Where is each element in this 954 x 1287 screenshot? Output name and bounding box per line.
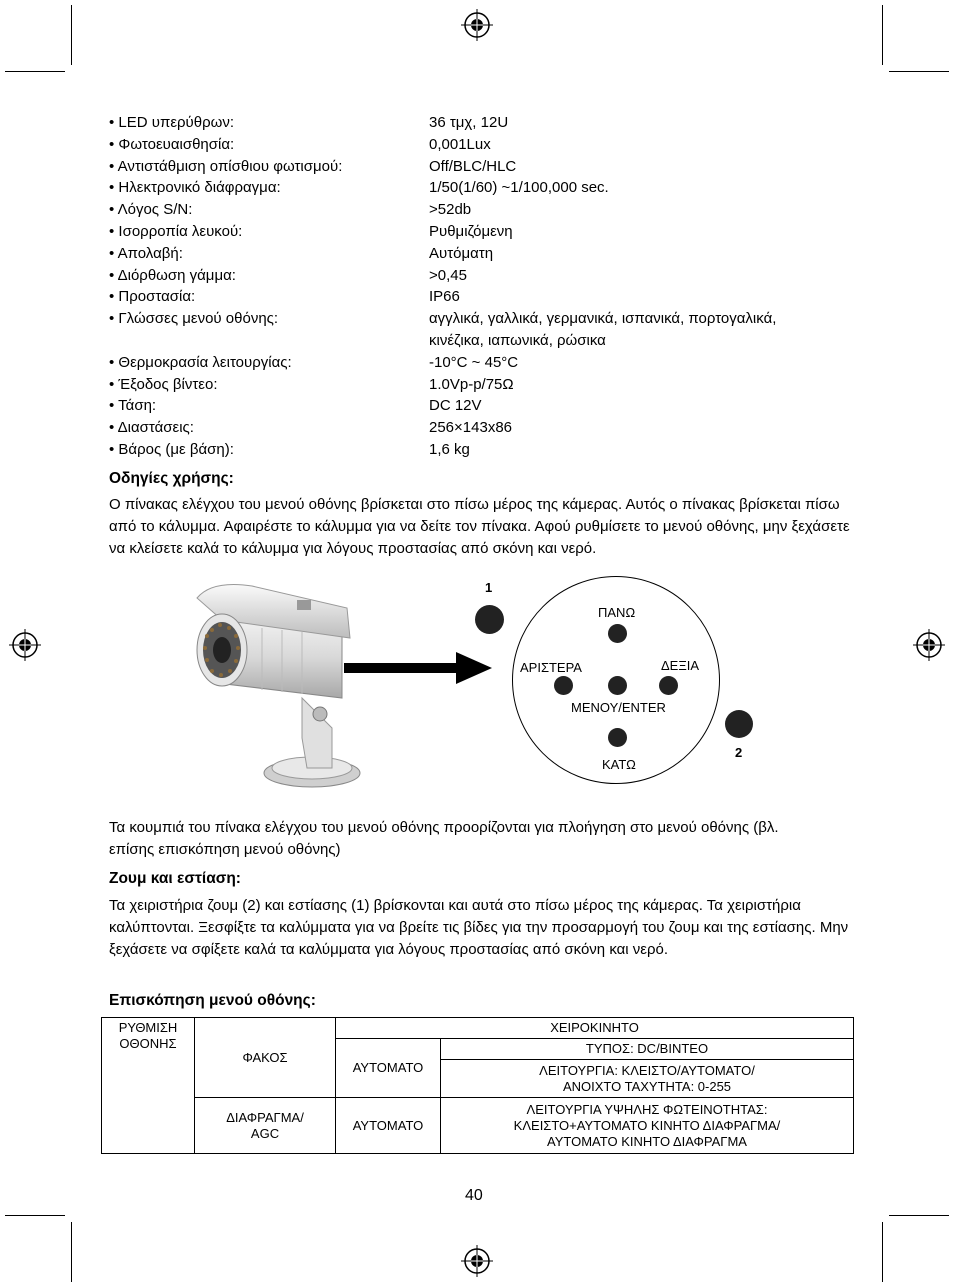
spec-value: Off/BLC/HLC — [429, 157, 517, 175]
spec-label: • Διόρθωση γάμμα: — [109, 266, 236, 284]
up-button[interactable] — [608, 624, 627, 643]
zoom-screw — [725, 710, 753, 738]
spec-value: 1,6 kg — [429, 440, 470, 458]
setting-cell: ΡΥΘΜΙΣΗ ΟΘΟΝΗΣ — [102, 1018, 195, 1154]
spec-label: • Θερμοκρασία λειτουργίας: — [109, 353, 292, 371]
menu-overview-table — [101, 1017, 854, 1154]
manual-cell: ΧΕΙΡΟΚΙΝΗΤΟ — [336, 1018, 854, 1039]
spec-row — [109, 308, 829, 352]
right-label: ΔΕΞΙΑ — [661, 658, 700, 673]
spec-value: αγγλικά, γαλλικά, γερμανικά, ισπανικά, πορτογαλικά, κινέζικα, ιαπωνικά, ρώσικα — [429, 310, 777, 349]
crop-mark — [71, 1222, 72, 1282]
spec-value: 36 τμχ, 12U — [429, 114, 509, 131]
highlight-cell: ΛΕΙΤΟΥΡΓΙΑ ΥΨΗΛΗΣ ΦΩΤΕΙΝΟΤΗΤΑΣ: ΚΛΕΙΣΤΟ+ΑΥΤΟΜΑΤΟ ΚΙΝΗΤΟ ΔΙΑΦΡΑΓΜΑ/ΑΥΤΟΜΑΤΟ ΚΙΝΗΤΟ ΔΙΑΦΡΑΓΜΑ — [441, 1098, 854, 1154]
menu-enter-button[interactable] — [608, 676, 627, 695]
lens-cell: ΦΑΚΟΣ — [195, 1018, 336, 1098]
focus-label: 1 — [485, 580, 493, 595]
page-number: 40 — [465, 1187, 483, 1204]
buttons-description: Τα κουμπιά του πίνακα ελέγχου του μενού οθόνης προορίζονται για πλοήγηση στο μενού οθόνης (βλ. επίσης επισκόπηση μενού οθόνης) — [109, 819, 779, 858]
usage-heading: Οδηγίες χρήσης: — [109, 470, 234, 487]
left-label: ΑΡΙΣΤΕΡΑ — [520, 660, 582, 675]
spec-label: • Φωτοευαισθησία: — [109, 135, 235, 153]
spec-row — [109, 156, 829, 178]
registration-mark-icon — [461, 9, 493, 41]
spec-row — [109, 177, 829, 199]
control-panel-diagram — [474, 570, 774, 795]
crop-mark — [5, 1215, 65, 1216]
spec-list — [109, 112, 829, 461]
registration-mark-icon — [461, 1245, 493, 1277]
spec-label: • Βάρος (με βάση): — [109, 440, 234, 458]
auto-cell: ΑΥΤΟΜΑΤΟ — [336, 1039, 441, 1098]
spec-value: 256×143x86 — [429, 419, 512, 437]
arrow-right-icon — [344, 652, 492, 684]
focus-screw — [475, 605, 504, 634]
spec-label: • Ηλεκτρονικό διάφραγμα: — [109, 179, 281, 197]
spec-value: >52db — [429, 201, 472, 219]
spec-value: DC 12V — [429, 397, 482, 415]
crop-mark — [5, 71, 65, 72]
auto-cell: ΑΥΤΟΜΑΤΟ — [336, 1098, 441, 1154]
spec-value: >0,45 — [429, 266, 467, 284]
spec-value: 0,001Lux — [429, 135, 491, 153]
zoom-text: Τα χειριστήρια ζουμ (2) και εστίασης (1) βρίσκονται και αυτά στο πίσω μέρος της κάμερας. Τα χειριστήρια καλύπτονται. Ξεσφίξτε τα καλύμματα για να βρείτε τις βίδες για την προσαρμογή του ζουμ και της εστίασης. Μην ξεχάσετε να σφίξετε καλά τα καλύμματα για λόγους προστασίας από σκόνη και νερό. — [109, 897, 849, 958]
spec-value: Ρυθμιζόμενη — [429, 222, 513, 240]
usage-text: Ο πίνακας ελέγχου του μενού οθόνης βρίσκεται στο πίσω μέρος της κάμερας. Αυτός ο πίνακας βρίσκεται πίσω από το κάλυμμα. Αφαιρέστε το κάλυμμα για να δείτε τον πίνακα. Αφού ρυθμίσετε το μενού οθόνης, μην ξεχάσετε να κλείσετε καλά το κάλυμμα για λόγους προστασίας από σκόνη και νερό. — [109, 496, 850, 557]
spec-value: IP66 — [429, 288, 460, 306]
registration-mark-icon — [913, 629, 945, 661]
spec-row — [109, 199, 829, 221]
type-cell: ΤΥΠΟΣ: DC/ΒΙΝΤΕΟ — [441, 1039, 854, 1060]
spec-label: • Λόγος S/N: — [109, 201, 193, 219]
iris-agc-cell: ΔΙΑΦΡΑΓΜΑ/ AGC — [195, 1098, 336, 1154]
spec-value: 1.0Vp-p/75Ω — [429, 375, 514, 393]
spec-row — [109, 395, 829, 417]
spec-row — [109, 221, 829, 243]
crop-mark — [882, 1222, 883, 1282]
spec-value: Αυτόματη — [429, 244, 494, 262]
down-label: ΚΑΤΩ — [602, 757, 636, 772]
spec-row — [109, 374, 829, 396]
spec-label: • Γλώσσες μενού οθόνης: — [109, 310, 279, 328]
spec-label: • Ισορροπία λευκού: — [109, 222, 243, 240]
spec-row — [109, 265, 829, 287]
spec-value: 1/50(1/60) ~1/100,000 sec. — [429, 179, 609, 197]
up-label: ΠΑΝΩ — [598, 605, 636, 620]
registration-mark-icon — [9, 629, 41, 661]
spec-label: • Διαστάσεις: — [109, 419, 194, 437]
crop-mark — [889, 1215, 949, 1216]
spec-row — [109, 352, 829, 374]
spec-row — [109, 286, 829, 308]
down-button[interactable] — [608, 728, 627, 747]
overview-heading: Επισκόπηση μενού οθόνης: — [109, 992, 316, 1009]
spec-row — [109, 439, 829, 461]
crop-mark — [889, 71, 949, 72]
mode-cell: ΛΕΙΤΟΥΡΓΙΑ: ΚΛΕΙΣΤΟ/ΑΥΤΟΜΑΤΟ/ ΑΝΟΙΧΤΟ ΤΑΧΥΤΗΤΑ: 0-255 — [441, 1060, 854, 1098]
spec-label: • Έξοδος βίντεο: — [109, 375, 218, 393]
menu-enter-label: ΜΕΝΟΥ/ENTER — [571, 700, 666, 715]
spec-label: • Απολαβή: — [109, 244, 183, 262]
crop-mark — [882, 5, 883, 65]
spec-label: • LED υπερύθρων: — [109, 114, 234, 131]
spec-label: • Προστασία: — [109, 288, 196, 306]
spec-row — [109, 134, 829, 156]
spec-row — [109, 112, 829, 134]
left-button[interactable] — [554, 676, 573, 695]
zoom-label: 2 — [735, 745, 743, 760]
spec-row — [109, 243, 829, 265]
right-button[interactable] — [659, 676, 678, 695]
camera-illustration — [192, 578, 362, 790]
crop-mark — [71, 5, 72, 65]
spec-value: -10°C ~ 45°C — [429, 353, 519, 371]
spec-label: • Αντιστάθμιση οπίσθιου φωτισμού: — [109, 157, 343, 175]
zoom-heading: Ζουμ και εστίαση: — [109, 870, 241, 887]
spec-row — [109, 417, 829, 439]
spec-label: • Τάση: — [109, 397, 157, 415]
